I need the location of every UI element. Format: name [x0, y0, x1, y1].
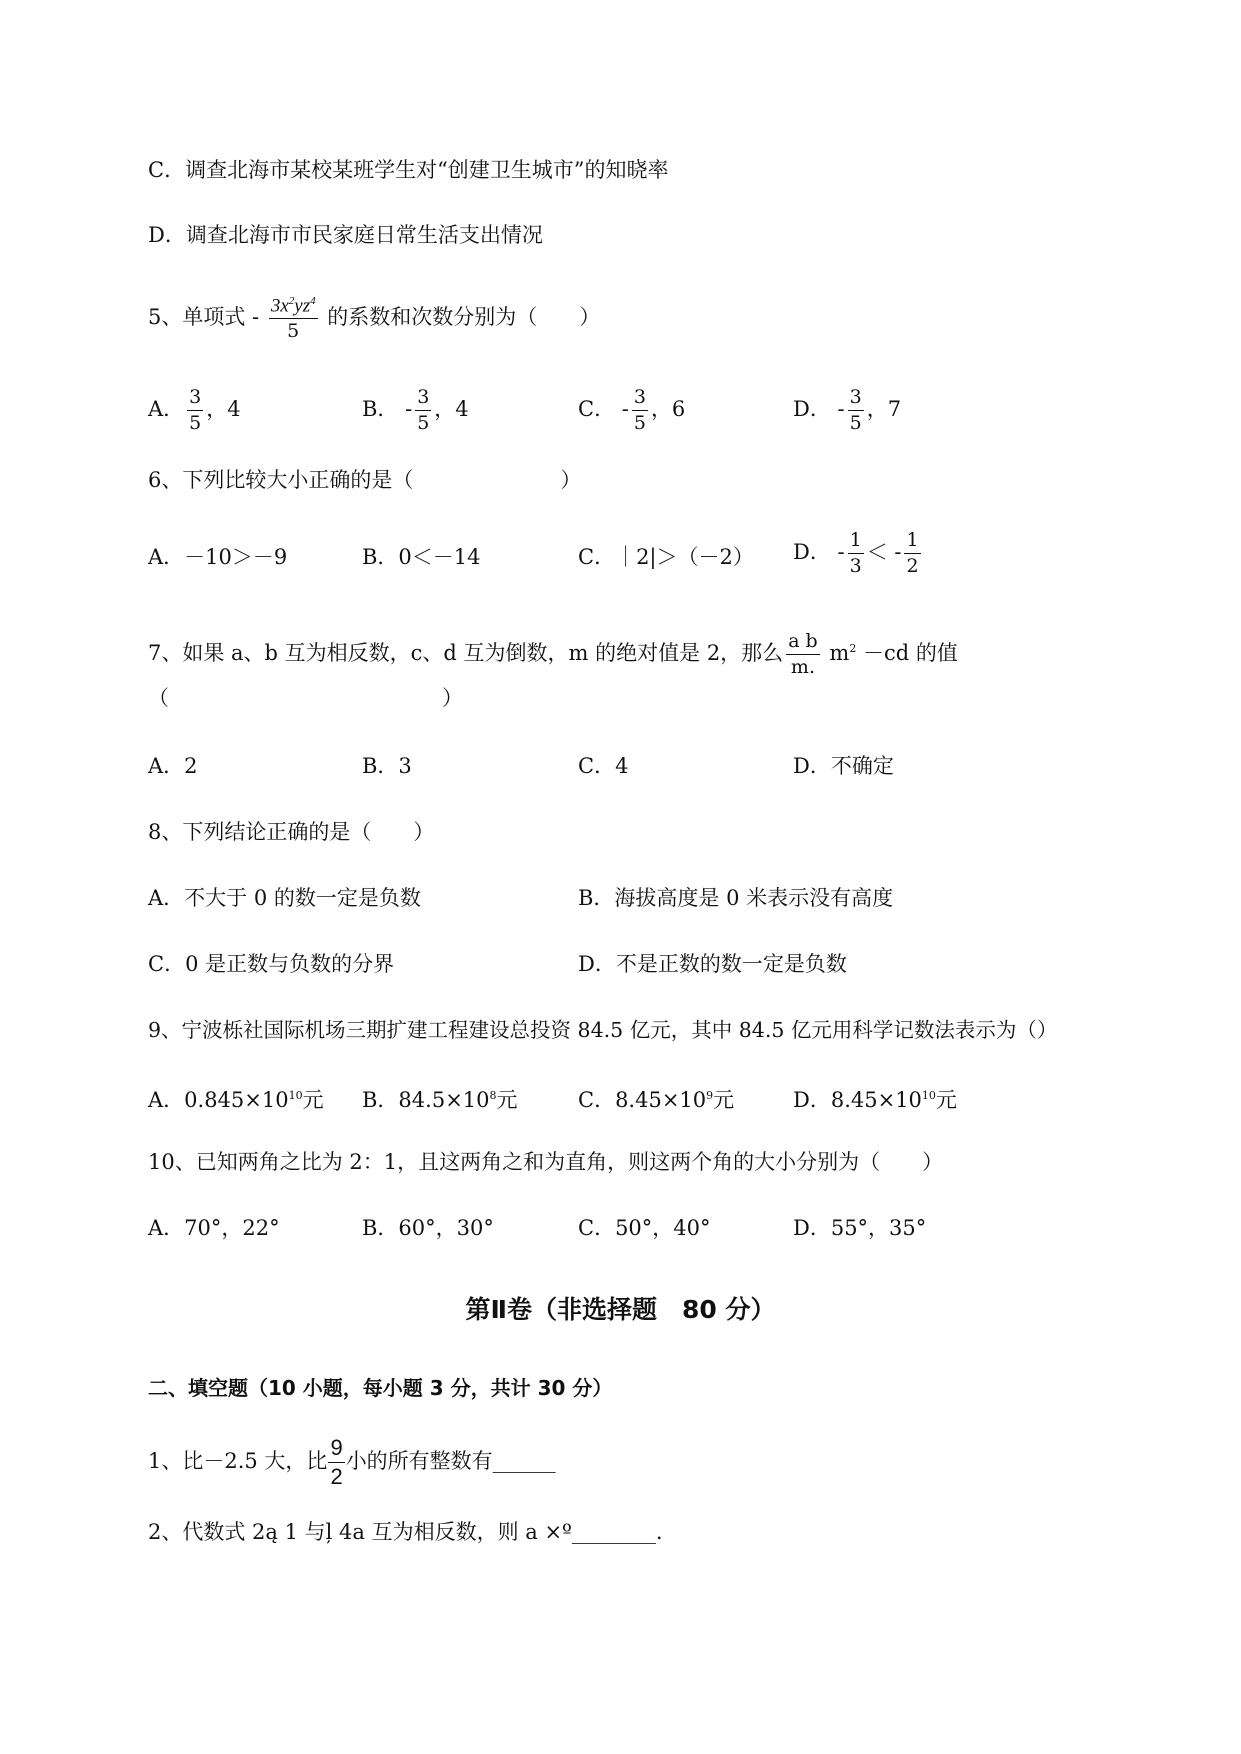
q9-b-post: 元 [496, 1088, 518, 1112]
q9-c-post: 元 [713, 1088, 735, 1112]
q5-b-num: 3 [415, 388, 431, 411]
q7-stem-suffix: －cd 的值 [863, 641, 958, 665]
q9-stem: 9、宁波栎社国际机场三期扩建工程建设总投资 84.5 亿元，其中 84.5 亿元用科学记数法表示为（） [148, 1018, 1058, 1042]
q9-d-exp: 10 [921, 1089, 936, 1102]
q9-d-pre: D．8.45×10 [793, 1088, 922, 1112]
q9-d-post: 元 [935, 1088, 957, 1112]
q5-x-exp: 2 [288, 295, 295, 307]
q6-d-den2: 2 [906, 555, 919, 577]
q6-d-mid: ＜ - [866, 540, 902, 564]
q5-b-den: 5 [417, 412, 430, 434]
q6-d-num1: 1 [848, 531, 864, 554]
q8-stem: 8、下列结论正确的是（ ） [148, 820, 435, 844]
q5-option-b [362, 388, 469, 433]
q6-option-c: C．｜2|＞（－2） [578, 545, 754, 569]
q9-b-exp: 8 [489, 1089, 497, 1102]
q5-a-num: 3 [187, 388, 203, 411]
q7-option-d: D．不确定 [793, 754, 894, 778]
q9-c-pre: C．8.45×10 [578, 1088, 707, 1112]
q7-stem-prefix: 7、如果 a、b 互为相反数，c、d 互为倒数，m 的绝对值是 2，那么 [148, 641, 784, 665]
q9-a-post: 元 [302, 1088, 324, 1112]
q8-option-c: C．0 是正数与负数的分界 [148, 952, 395, 976]
fill-q1-prefix: 1、比－2.5 大，比 [148, 1449, 328, 1473]
q6-option-a: A．－10＞－9 [148, 545, 288, 569]
q5-c-tail: ，6 [650, 397, 686, 421]
q7-option-a: A．2 [148, 754, 198, 778]
q10-stem: 10、已知两角之比为 2：1，且这两角之和为直角，则这两个角的大小分别为（ ） [148, 1150, 944, 1174]
fill-q2: 2、代数式 2ą 1 与ļ 4a 互为相反数，则 a ×º________. [148, 1520, 663, 1544]
q5-var-x: x [280, 295, 289, 317]
q6-option-d [793, 531, 924, 576]
q5-a-den: 5 [189, 412, 202, 434]
q5-option-d [793, 388, 901, 433]
q5-d-label: D． - [793, 397, 845, 421]
q5-coef: 3 [270, 295, 281, 317]
fill-q1-suffix: 小的所有整数有______ [345, 1449, 556, 1473]
q5-option-a [148, 388, 241, 433]
q9-option-a [148, 1082, 324, 1114]
q5-d-den: 5 [849, 412, 862, 434]
q6-d-den1: 3 [849, 555, 862, 577]
q8-option-a: A．不大于 0 的数一定是负数 [148, 886, 421, 910]
fill-q1-den: 2 [330, 1464, 343, 1489]
q5-b-tail: ，4 [434, 397, 469, 421]
q5-b-label: B． - [362, 397, 413, 421]
q5-z-exp: 4 [310, 295, 316, 307]
q9-b-pre: B．84.5×10 [362, 1088, 490, 1112]
fill-q1-num: 9 [328, 1437, 344, 1463]
q10-option-b: B．60°，30° [362, 1216, 494, 1240]
q10-option-a: A．70°，22° [148, 1216, 280, 1240]
q4-option-d: D．调查北海市市民家庭日常生活支出情况 [148, 223, 543, 247]
q9-a-exp: 10 [288, 1089, 303, 1102]
q7-frac-den: m. [790, 656, 815, 678]
q5-var-yz: yz [294, 295, 311, 317]
q8-option-d: D．不是正数的数一定是负数 [578, 952, 847, 976]
q9-option-d [793, 1082, 957, 1114]
q8-option-b: B．海拔高度是 0 米表示没有高度 [578, 886, 894, 910]
q5-c-label: C． - [578, 397, 629, 421]
q6-option-b: B．0＜－14 [362, 545, 481, 569]
q6-stem: 6、下列比较大小正确的是（ ） [148, 468, 582, 492]
q9-a-pre: A．0.845×10 [148, 1088, 289, 1112]
q9-option-b [362, 1082, 518, 1114]
q7-m-exp: 2 [849, 642, 857, 655]
q7-option-b: B．3 [362, 754, 412, 778]
q10-option-c: C．50°，40° [578, 1216, 711, 1240]
q5-denominator: 5 [287, 320, 300, 343]
q7-option-c: C．4 [578, 754, 629, 778]
q5-d-num: 3 [848, 388, 864, 411]
q7-frac-num: a b [786, 632, 820, 655]
q5-stem-suffix: 的系数和次数分别为（ ） [327, 305, 601, 330]
q9-c-exp: 9 [706, 1089, 714, 1102]
q4-option-c: C．调查北海市某校某班学生对“创建卫生城市”的知晓率 [148, 158, 669, 182]
q7-stem [148, 632, 958, 677]
fill-q1 [148, 1437, 556, 1488]
q5-a-label: A． [148, 397, 185, 421]
q9-option-c [578, 1082, 734, 1114]
q5-a-tail: ，4 [206, 397, 241, 421]
part2-heading: 第Ⅱ卷（非选择题 80 分） [465, 1295, 776, 1324]
q5-stem [148, 296, 600, 341]
q7-m: m [829, 641, 850, 665]
q5-d-tail: ，7 [866, 397, 902, 421]
q6-d-label: D． - [793, 540, 845, 564]
section-fill-blank-title: 二、填空题（10 小题，每小题 3 分，共计 30 分） [148, 1376, 613, 1400]
q5-c-den: 5 [633, 412, 646, 434]
q5-option-c [578, 388, 685, 433]
q10-option-d: D．55°，35° [793, 1216, 927, 1240]
q7-stem-line2: （ ） [148, 686, 463, 710]
q6-d-num2: 1 [904, 531, 920, 554]
q5-c-num: 3 [632, 388, 648, 411]
q5-monomial-fraction [269, 296, 318, 341]
q5-stem-prefix: 5、单项式 - [148, 305, 260, 330]
